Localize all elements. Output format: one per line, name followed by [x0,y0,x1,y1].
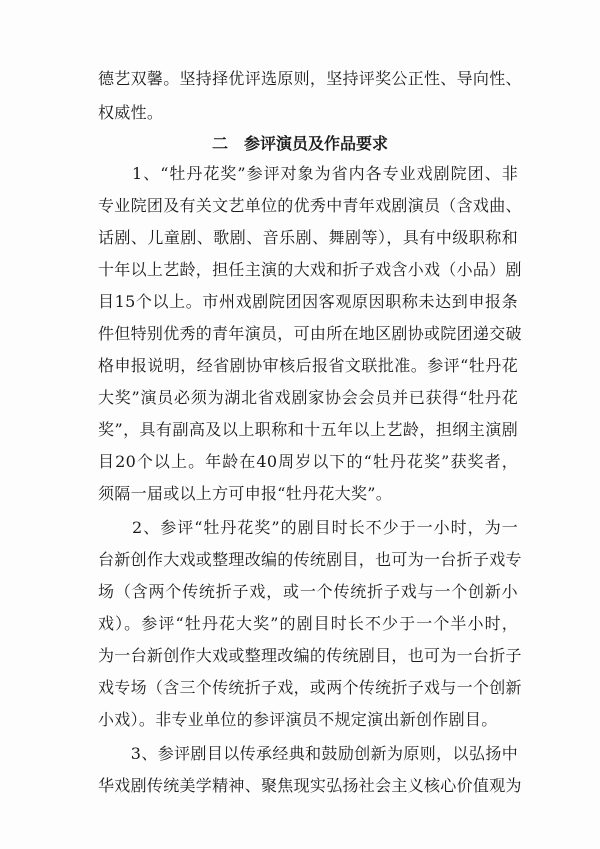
paragraph-2-line: 为一台新创作大戏或整理改编的传统剧目，也可为一台折子 [98,646,522,665]
paragraph-2-line: 戏专场（含三个传统折子戏，或两个传统折子戏与一个创新 [98,678,522,697]
paragraph-3-line: 3、参评剧目以传承经典和鼓励创新为原则，以弘扬中 [98,744,518,763]
paragraph-2-line: 小戏）。非专业单位的参评演员不规定演出新创作剧目。 [98,710,498,729]
paragraph-1-line: 目20个以上。年龄在40周岁以下的“牡丹花奖”获奖者， [98,452,518,471]
paragraph-2-line: 2、参评“牡丹花奖”的剧目时长不少于一小时，为一 [98,518,518,537]
intro-line: 权威性。 [98,103,164,122]
paragraph-2-line: 场（含两个传统折子戏，或一个传统折子戏与一个创新小 [98,582,518,601]
paragraph-1-line: 十年以上艺龄，担任主演的大戏和折子戏含小戏（小品）剧 [98,260,522,279]
paragraph-1-line: 件但特别优秀的青年演员，可由所在地区剧协或院团递交破 [98,324,522,343]
paragraph-2-line: 戏）。参评“牡丹花大奖”的剧目时长不少于一个半小时， [98,614,518,633]
paragraph-1-line: 大奖”演员必须为湖北省戏剧家协会会员并已获得“牡丹花 [98,388,518,407]
paragraph-1-line: 格申报说明，经省剧协审核后报省文联批准。参评“牡丹花 [98,356,518,375]
paragraph-1-line: 目15个以上。市州戏剧院团因客观原因职称未达到申报条 [98,292,518,311]
paragraph-1-line: 1、“牡丹花奖”参评对象为省内各专业戏剧院团、非 [98,164,518,183]
paragraph-3-line: 华戏剧传统美学精神、聚焦现实弘扬社会主义核心价值观为 [98,776,522,795]
paragraph-1-line: 话剧、儿童剧、歌剧、音乐剧、舞剧等），具有中级职称和 [98,228,518,247]
intro-line: 德艺双馨。坚持择优评选原则，坚持评奖公正性、导向性、 [98,69,522,88]
paragraph-2-line: 台新创作大戏或整理改编的传统剧目，也可为一台折子戏专 [98,550,522,569]
section-heading: 二 参评演员及作品要求 [211,134,388,153]
paragraph-1-line: 专业院团及有关文艺单位的优秀中青年戏剧演员（含戏曲、 [98,196,522,215]
paragraph-1-line: 须隔一届或以上方可申报“牡丹花大奖”。 [98,484,393,503]
paragraph-1-line: 奖”，具有副高及以上职称和十五年以上艺龄，担纲主演剧 [98,420,518,439]
